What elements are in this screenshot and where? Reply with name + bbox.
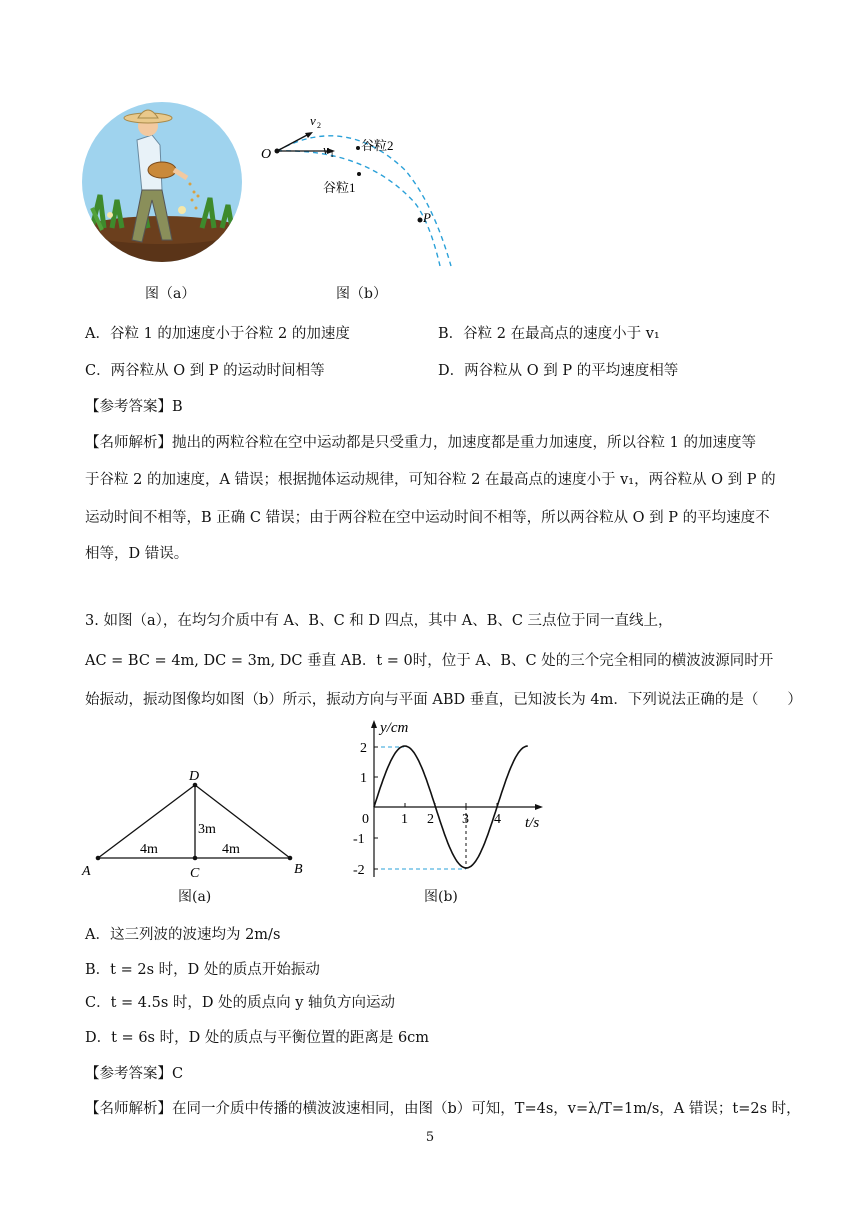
q2-analysis-line-2: 于谷粒 2 的加速度，A 错误；根据抛体运动规律，可知谷粒 2 在最高点的速度小于 v₁，两谷粒从 O 到 P 的 xyxy=(85,472,776,488)
ylabel: y/cm xyxy=(380,720,409,736)
page-number: 5 xyxy=(425,1130,435,1145)
q2-option-c: C．两谷粒从 O 到 P 的运动时间相等 xyxy=(85,363,325,379)
trajectory-grain1 xyxy=(277,151,440,266)
q2-option-b: B．谷粒 2 在最高点的速度小于 v₁ xyxy=(438,326,660,342)
q2-option-d: D．两谷粒从 O 到 P 的平均速度相等 xyxy=(438,363,679,379)
xtick-2: 2 xyxy=(427,812,434,827)
label-B: B xyxy=(294,862,303,877)
q3-option-a: A．这三列波的波速均为 2m/s xyxy=(85,927,281,943)
label-v1-sub: 1 xyxy=(330,150,334,159)
label-CB-length: 4m xyxy=(222,842,240,857)
q3-analysis: 【名师解析】在同一介质中传播的横波波速相同，由图（b）可知，T=4s，v=λ/T=1m/s，A 错误；t=2s 时， xyxy=(85,1101,801,1117)
label-DC-length: 3m xyxy=(198,822,216,837)
farmer-illustration xyxy=(82,100,247,265)
q3-stem-line-3: 始振动，振动图像均如图（b）所示，振动方向与平面 ABD 垂直，已知波长为 4m．下列说法正确的是（ ） xyxy=(85,692,802,708)
ytick-neg1: -1 xyxy=(353,832,365,847)
q3-stem-line-1: 3. 如图（a），在均匀介质中有 A、B、C 和 D 四点，其中 A、B、C 三点位于同一直线上， xyxy=(85,613,673,629)
label-v1: v xyxy=(323,142,329,157)
q2-analysis-line-1: 【名师解析】抛出的两粒谷粒在空中运动都是只受重力，加速度都是重力加速度，所以谷粒 1 的加速度等 xyxy=(85,435,756,451)
xtick-1: 1 xyxy=(401,812,408,827)
q3-fig-b-caption: 图(b) xyxy=(424,889,458,905)
trajectory-diagram xyxy=(255,108,465,273)
label-AC-length: 4m xyxy=(140,842,158,857)
q3-option-b: B．t = 2s 时，D 处的质点开始振动 xyxy=(85,962,320,978)
fig-b-caption: 图（b） xyxy=(336,286,387,302)
label-C: C xyxy=(190,866,200,881)
q3-option-c: C．t = 4.5s 时，D 处的质点向 y 轴负方向运动 xyxy=(85,995,396,1011)
ytick-2: 2 xyxy=(360,741,367,756)
ytick-neg2: -2 xyxy=(353,863,365,878)
label-v2-sub: 2 xyxy=(317,121,321,130)
trajectory-grain2 xyxy=(277,136,451,266)
label-grain1: 谷粒1 xyxy=(323,180,356,195)
ytick-1: 1 xyxy=(360,771,367,786)
q3-answer: 【参考答案】C xyxy=(85,1066,184,1082)
q3-fig-a-caption: 图(a) xyxy=(178,889,212,905)
fig-a-caption: 图（a） xyxy=(145,286,196,302)
q3-stem-line-2: AC = BC = 4m, DC = 3m, DC 垂直 AB．t = 0时，位于 A、B、C 处的三个完全相同的横波波源同时开 xyxy=(85,653,774,669)
label-grain2: 谷粒2 xyxy=(361,138,394,153)
q2-analysis-line-4: 相等，D 错误。 xyxy=(85,546,189,562)
xlabel: t/s xyxy=(525,815,540,831)
q2-answer: 【参考答案】B xyxy=(85,399,183,415)
label-A: A xyxy=(82,864,91,879)
label-D: D xyxy=(189,769,200,784)
label-P: P xyxy=(423,210,431,225)
q2-option-a: A．谷粒 1 的加速度小于谷粒 2 的加速度 xyxy=(85,326,350,342)
q3-option-d: D．t = 6s 时，D 处的质点与平衡位置的距离是 6cm xyxy=(85,1030,430,1046)
xtick-4: 4 xyxy=(494,812,501,827)
xtick-3: 3 xyxy=(462,812,469,827)
origin-label: 0 xyxy=(362,812,369,827)
q2-analysis-line-3: 运动时间不相等，B 正确 C 错误；由于两谷粒在空中运动时间不相等，所以两谷粒从 O 到 P 的平均速度不 xyxy=(85,510,770,526)
vibration-graph xyxy=(340,715,550,885)
label-O: O xyxy=(261,147,272,162)
label-v2: v xyxy=(310,113,316,128)
